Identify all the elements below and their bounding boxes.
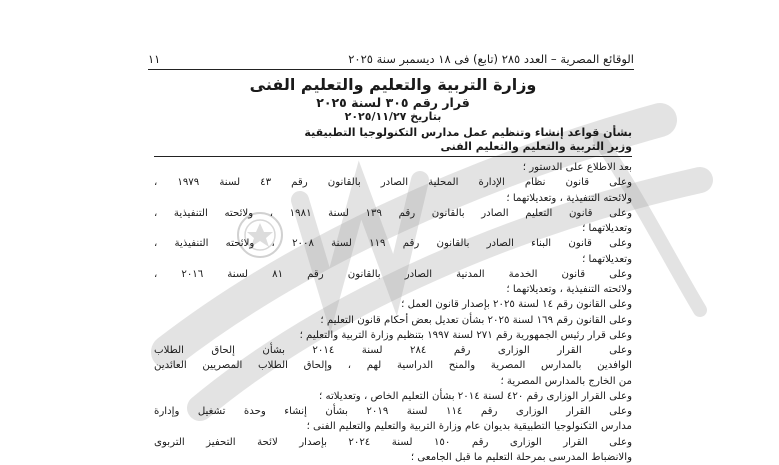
preamble-line: والانضباط المدرسى بمرحلة التعليم ما قبل الجامعى ؛ (410, 451, 632, 463)
preamble-line: وعلى قانون البناء الصادر بالقانون رقم ١١٩ لسنة ٢٠٠٨ ، ولائحته التنفيذية ، (154, 238, 632, 250)
preamble-line: وعلى قرار رئيس الجمهورية رقم ٢٧١ لسنة ١٩٩٧ بتنظيم وزارة التربية والتعليم ؛ (299, 329, 632, 341)
preamble-line: مدارس التكنولوجيا التطبيقية بديوان عام وزارة التربية والتعليم والتعليم الفنى ؛ (306, 421, 632, 433)
preamble-line: ولائحته التنفيذية ، وتعديلاتهما ؛ (506, 192, 632, 204)
ministry-title: وزارة التربية والتعليم والتعليم الفنى (249, 75, 537, 94)
preamble-line: وعلى القانون رقم ١٤ لسنة ٢٠٢٥ بإصدار قانون العمل ؛ (401, 299, 632, 311)
preamble-line: وعلى القرار الوزارى رقم ٢٨٤ لسنة ٢٠١٤ بشأن إلحاق الطلاب (154, 345, 632, 356)
decree-body (154, 75, 632, 465)
preamble-line: الوافدين بالمدارس المصرية والمنح الدراسية لهم ، وإلحاق الطلاب المصريين العائدين (154, 360, 632, 372)
preamble-line: بعد الاطلاع على الدستور ؛ (522, 162, 632, 173)
preamble-line: وتعديلاتهما ؛ (582, 223, 632, 234)
decree-subject: بشأن قواعد إنشاء وتنظيم عمل مدارس التكنولوجيا التطبيقية (304, 126, 632, 139)
preamble-line: وعلى القرار الوزارى رقم ٤٢٠ لسنة ٢٠١٤ بشأن التعليم الخاص ، وتعديلاته ؛ (319, 390, 632, 402)
preamble-line: ولائحته التنفيذية ، وتعديلاتهما ؛ (506, 284, 632, 295)
preamble-line: وعلى قانون التعليم الصادر بالقانون رقم ١٣٩ لسنة ١٩٨١ ، ولائحته التنفيذية ، (154, 207, 632, 219)
issuer-line: وزير التربية والتعليم والتعليم الفنى (440, 140, 632, 153)
gazette-issue-line: الوقائع المصرية – العدد ٢٨٥ (تابع) فى ١٨ ديسمبر سنة ٢٠٢٥ (348, 52, 634, 66)
running-header (148, 52, 634, 66)
page-number: ١١ (148, 52, 161, 66)
preamble-line: وعلى القرار الوزارى رقم ١١٤ لسنة ٢٠١٩ بشأن إنشاء وحدة تشغيل وإدارة (154, 406, 632, 417)
preamble-line: وعلى قانون الخدمة المدنية الصادر بالقانون رقم ٨١ لسنة ٢٠١٦ ، (154, 268, 632, 280)
preamble-line: وعلى القانون رقم ١٦٩ لسنة ٢٠٢٥ بشأن تعديل بعض أحكام قانون التعليم ؛ (320, 314, 632, 326)
preamble-line: وتعديلاتهما ؛ (582, 253, 632, 265)
preamble-line: وعلى القرار الوزارى رقم ١٥٠ لسنة ٢٠٢٤ بإصدار لائحة التحفيز التربوى (154, 436, 632, 448)
header-divider (148, 69, 634, 70)
issuer-divider (154, 156, 632, 157)
decree-number: قرار رقم ٣٠٥ لسنة ٢٠٢٥ (316, 95, 470, 110)
preamble-line: وعلى قانون نظام الإدارة المحلية الصادر بالقانون رقم ٤٣ لسنة ١٩٧٩ ، (154, 177, 632, 189)
preamble-line: من الخارج بالمدارس المصرية ؛ (500, 375, 632, 387)
decree-date: بتاريخ ٢٠٢٥/١١/٢٧ (344, 110, 442, 123)
